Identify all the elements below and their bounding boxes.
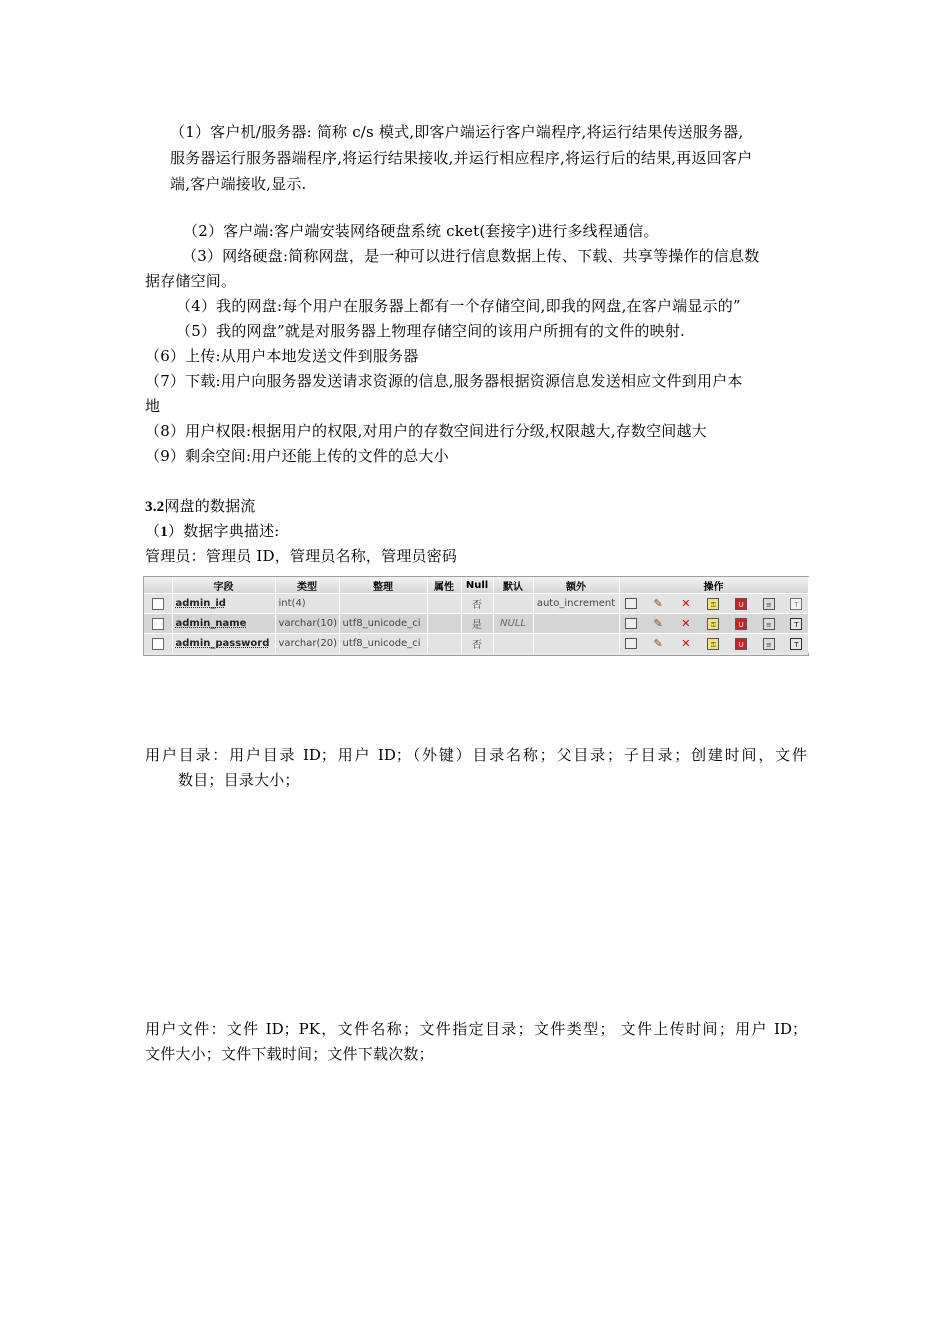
field-collation: utf8_unicode_ci	[339, 614, 427, 634]
paragraph-1-line-3: 端,客户端接收,显示.	[170, 175, 307, 193]
subsection-open: （	[145, 522, 161, 540]
field-type: int(4)	[275, 594, 339, 614]
col-header-null: Null	[461, 577, 493, 594]
delete-icon[interactable]: ✕	[681, 636, 691, 650]
table-row	[144, 614, 808, 634]
subsection-text: ）数据字典描述:	[167, 522, 280, 540]
primary-key-icon[interactable]: ⚿	[707, 598, 719, 610]
field-default	[493, 634, 533, 654]
edit-icon[interactable]: ✎	[653, 616, 663, 630]
user-file-line-2: 文件大小；文件下载时间；文件下载次数；	[145, 1045, 434, 1063]
field-collation	[339, 594, 427, 614]
section-number: 3.2	[145, 499, 165, 515]
unique-icon[interactable]: U	[735, 638, 747, 650]
index-icon[interactable]: ≡	[763, 598, 775, 610]
field-default: NULL	[493, 614, 533, 634]
paragraph-1-line-1: （1）客户机/服务器: 简称 c/s 模式,即客户端运行客户端程序,将运行结果传送服务器,	[170, 123, 744, 141]
row-actions	[619, 594, 808, 614]
fulltext-icon[interactable]: T	[790, 618, 802, 630]
edit-icon[interactable]: ✎	[653, 596, 663, 610]
index-icon[interactable]: ≡	[763, 638, 775, 650]
user-directory-line-1: 用户目录：用户目录 ID；用户 ID；（外键）目录名称；父目录；子目录；创建时间，文件	[145, 746, 807, 764]
primary-key-icon[interactable]: ⚿	[707, 618, 719, 630]
paragraph-4: （4）我的网盘:每个用户在服务器上都有一个存储空间,即我的网盘,在客户端显示的”	[176, 297, 741, 315]
field-attributes	[427, 634, 461, 654]
field-extra	[533, 614, 619, 634]
checkbox-column-header	[144, 577, 172, 594]
edit-icon[interactable]: ✎	[653, 636, 663, 650]
fulltext-icon[interactable]: T	[790, 598, 802, 610]
field-type: varchar(10)	[275, 614, 339, 634]
user-directory-line-2: 数目；目录大小；	[178, 771, 300, 789]
field-attributes	[427, 594, 461, 614]
section-heading	[145, 497, 256, 516]
field-null: 否	[461, 634, 493, 654]
col-header-actions: 操作	[619, 577, 808, 594]
col-header-default: 默认	[493, 577, 533, 594]
table-row	[144, 594, 808, 614]
delete-icon[interactable]: ✕	[681, 596, 691, 610]
row-checkbox[interactable]	[152, 618, 164, 630]
unique-icon[interactable]: U	[735, 618, 747, 630]
user-file-line-1: 用户文件：文件 ID；PK，文件名称；文件指定目录；文件类型； 文件上传时间；用户 ID；	[145, 1020, 807, 1038]
field-extra: auto_increment	[533, 594, 619, 614]
subsection-heading	[145, 522, 280, 541]
browse-icon[interactable]	[625, 638, 637, 649]
paragraph-5: （5）我的网盘”就是对服务器上物理存储空间的该用户所拥有的文件的映射.	[176, 322, 685, 340]
row-select-cell	[144, 594, 172, 614]
field-collation: utf8_unicode_ci	[339, 634, 427, 654]
col-header-type: 类型	[275, 577, 339, 594]
subsection-number: 1	[160, 524, 168, 540]
admin-description: 管理员：管理员 ID，管理员名称，管理员密码	[145, 547, 458, 565]
paragraph-7-line-1: （7）下载:用户向服务器发送请求资源的信息,服务器根据资源信息发送相应文件到用户本	[145, 372, 743, 390]
col-header-extra: 额外	[533, 577, 619, 594]
row-select-cell	[144, 614, 172, 634]
paragraph-1-line-2: 服务器运行服务器端程序,将运行结果接收,并运行相应程序,将运行后的结果,再返回客户	[170, 149, 753, 167]
row-select-cell	[144, 634, 172, 654]
unique-icon[interactable]: U	[735, 598, 747, 610]
paragraph-3-line-2: 据存储空间。	[145, 272, 237, 290]
paragraph-9: （9）剩余空间:用户还能上传的文件的总大小	[145, 447, 449, 465]
row-actions	[619, 614, 808, 634]
field-extra	[533, 634, 619, 654]
col-header-collation: 整理	[339, 577, 427, 594]
browse-icon[interactable]	[625, 618, 637, 629]
field-attributes	[427, 614, 461, 634]
browse-icon[interactable]	[625, 598, 637, 609]
field-null: 否	[461, 594, 493, 614]
field-default	[493, 594, 533, 614]
row-checkbox[interactable]	[152, 638, 164, 650]
row-actions	[619, 634, 808, 654]
primary-key-icon[interactable]: ⚿	[707, 638, 719, 650]
field-name[interactable]: admin_id	[172, 594, 275, 614]
col-header-field: 字段	[172, 577, 275, 594]
admin-table-structure	[143, 576, 809, 656]
col-header-attributes: 属性	[427, 577, 461, 594]
paragraph-6: （6）上传:从用户本地发送文件到服务器	[145, 347, 419, 365]
field-name[interactable]: admin_name	[172, 614, 275, 634]
table-row	[144, 634, 808, 654]
index-icon[interactable]: ≡	[763, 618, 775, 630]
paragraph-8: （8）用户权限:根据用户的权限,对用户的存数空间进行分级,权限越大,存数空间越大	[145, 422, 707, 440]
paragraph-3-line-1: （3）网络硬盘:简称网盘，是一种可以进行信息数据上传、下载、共享等操作的信息数	[182, 247, 760, 265]
paragraph-2: （2）客户端:客户端安装网络硬盘系统 cket(套接字)进行多线程通信。	[183, 222, 659, 240]
field-name[interactable]: admin_password	[172, 634, 275, 654]
delete-icon[interactable]: ✕	[681, 616, 691, 630]
row-checkbox[interactable]	[152, 598, 164, 610]
fulltext-icon[interactable]: T	[790, 638, 802, 650]
field-null: 是	[461, 614, 493, 634]
section-title: 网盘的数据流	[164, 497, 256, 515]
field-type: varchar(20)	[275, 634, 339, 654]
paragraph-7-line-2: 地	[145, 397, 161, 415]
